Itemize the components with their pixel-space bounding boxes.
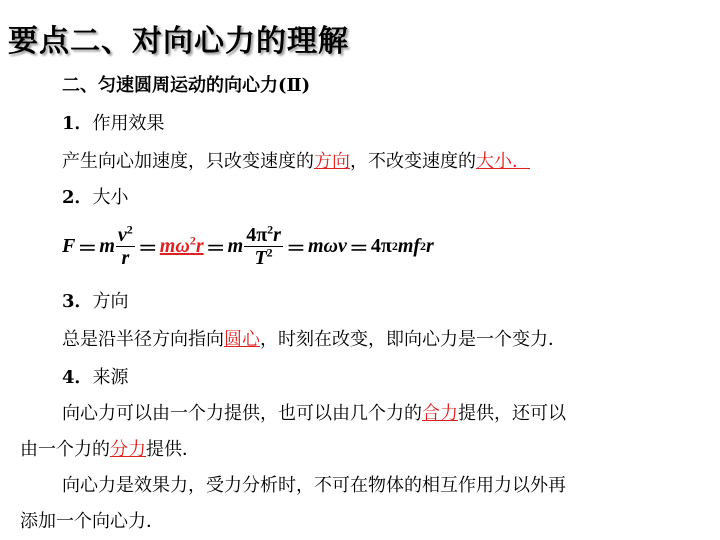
- item-4-line-2-b: 提供．: [146, 439, 200, 460]
- item-3-title: [62, 290, 129, 314]
- page-title: 要点二、对向心力的理解: [8, 24, 349, 59]
- item-4-line-2-a: 由一个力的: [20, 439, 110, 460]
- blank-direction: 方向: [314, 151, 350, 172]
- formula-m-omega-v: mωv: [307, 234, 347, 257]
- item-4-line-2: [20, 438, 200, 462]
- blank-m-omega: mω: [159, 234, 190, 257]
- item-1-title: [62, 112, 165, 136]
- formula-eq-1: ＝: [77, 237, 98, 260]
- item-3-number: 3．: [62, 291, 93, 312]
- fraction-1-denominator: r: [121, 246, 130, 269]
- fraction-2-den-exp: 2: [266, 244, 273, 259]
- blank-r: r: [195, 234, 204, 257]
- formula-r: r: [426, 234, 434, 257]
- formula-eq-2: ＝: [137, 237, 158, 260]
- fraction-v2-over-r: [116, 221, 135, 269]
- blank-component-force: 分力: [110, 439, 146, 460]
- item-1-number: 1．: [62, 113, 93, 134]
- item-4-label: 来源: [92, 367, 129, 388]
- item-4-number: 4．: [62, 367, 93, 388]
- item-4-line-1-b: 提供，还可以: [458, 403, 566, 424]
- blank-center: 圆心: [224, 329, 260, 350]
- item-4-title: [62, 366, 129, 390]
- fraction-2-den-base: T: [254, 246, 267, 269]
- fraction-2-num-a: 4π: [246, 223, 268, 246]
- section-heading: [62, 74, 310, 98]
- item-1-text-b: ，不改变速度的: [350, 151, 476, 172]
- item-3-text: [62, 328, 566, 352]
- item-1-text: [62, 150, 542, 174]
- item-3-text-a: 总是沿半径方向指向: [62, 329, 224, 350]
- fraction-2-numerator: [244, 221, 283, 247]
- blank-magnitude: 大小．: [476, 151, 530, 172]
- formula-4pi: 4π: [370, 234, 392, 257]
- fraction-1-numerator: [116, 221, 135, 247]
- item-2-title: [62, 186, 129, 210]
- item-4-line-4: 添加一个向心力．: [20, 511, 164, 532]
- formula-mass-1: m: [99, 234, 115, 257]
- formula-eq-5: ＝: [348, 237, 369, 260]
- fraction-4pi2r-over-T2: [244, 221, 283, 269]
- fraction-1-num-exp: 2: [126, 221, 133, 236]
- formula-mass-2: m: [227, 234, 244, 257]
- fraction-2-num-b: r: [273, 223, 281, 246]
- item-2-number: 2．: [62, 187, 93, 208]
- formula-eq-3: ＝: [205, 237, 226, 260]
- item-1-label: 作用效果: [92, 113, 165, 134]
- item-4-line-3: 向心力是效果力，受力分析时，不可在物体的相互作用力以外再: [62, 475, 566, 496]
- formula-mf: mf: [397, 234, 421, 257]
- item-4-line-1-a: 向心力可以由一个力提供，也可以由几个力的: [62, 403, 422, 424]
- blank-m-omega2-r: [159, 232, 204, 258]
- centripetal-force-formula: F ＝ m $\frac{v^2}{r}$ ＝ $m\omega^2r$ ＝ m $\frac{4\pi^2r}{T^2}$ ＝ mωv ＝ 4π 2 mf 2 r: [62, 221, 434, 269]
- item-4-line-1: [62, 402, 566, 426]
- blank-omega-exp: 2: [189, 232, 196, 247]
- formula-lhs: F: [62, 234, 76, 257]
- item-1-text-a: 产生向心加速度，只改变速度的: [62, 151, 314, 172]
- fraction-1-num-base: v: [117, 223, 127, 246]
- formula-eq-4: ＝: [285, 237, 306, 260]
- section-heading-text: 二、匀速圆周运动的向心力(Ⅱ): [62, 75, 311, 96]
- item-3-text-b: ，时刻在改变，即向心力是一个变力．: [260, 329, 566, 350]
- blank-resultant-force: 合力: [422, 403, 458, 424]
- item-2-label: 大小: [92, 187, 129, 208]
- fraction-2-denominator: [252, 244, 274, 269]
- fraction-2-num-exp: 2: [267, 221, 274, 236]
- item-3-label: 方向: [92, 291, 129, 312]
